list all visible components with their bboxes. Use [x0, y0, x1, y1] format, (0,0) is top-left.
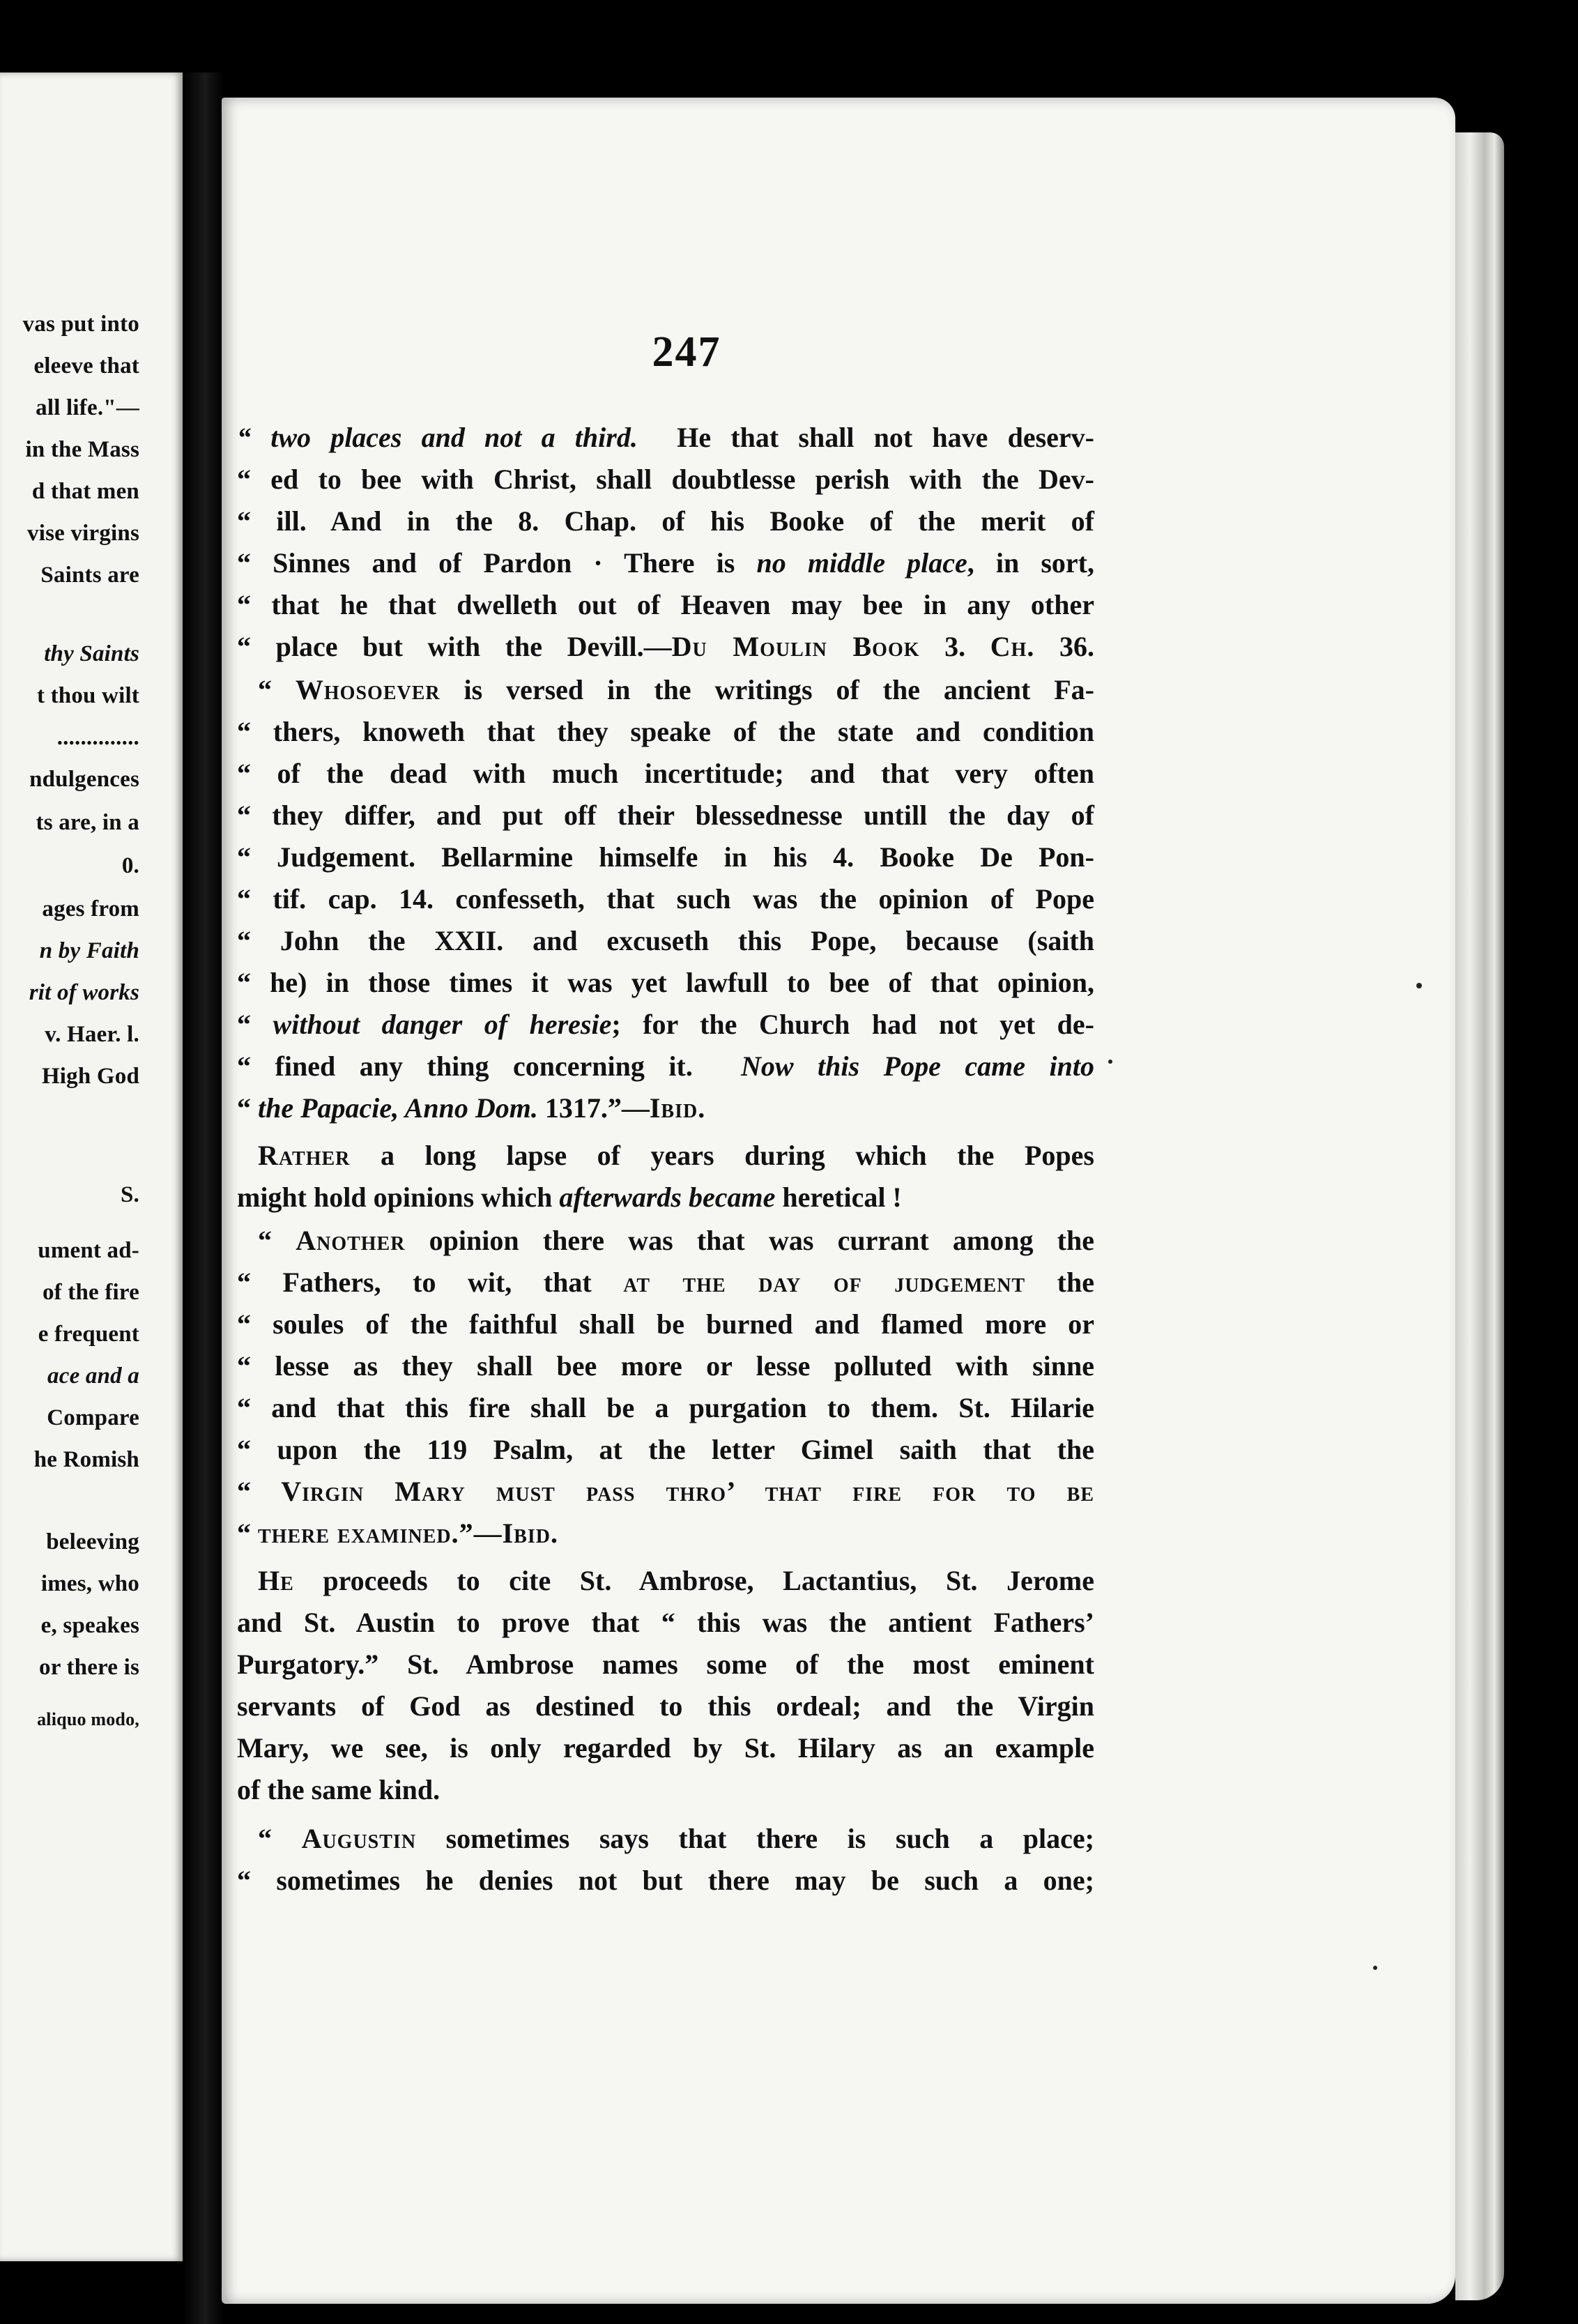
left-page-line: Compare — [47, 1405, 139, 1430]
text-line: “ soules of the faithful shall be burned and flamed more or — [237, 1308, 1094, 1340]
text-line: “ Augustin sometimes says that there is such a place; — [258, 1823, 1094, 1854]
left-page-line: e frequent — [38, 1322, 139, 1347]
text-line: “ there examined.”—Ibid. — [237, 1518, 558, 1549]
text-line: “ upon the 119 Psalm, at the letter Gimel saith that the — [237, 1434, 1094, 1465]
speck — [1108, 1060, 1112, 1064]
text-line: “ Whosoever is versed in the writings of the ancient Fa- — [258, 674, 1094, 705]
left-page-line: e, speakes — [40, 1613, 139, 1638]
text-line: Mary, we see, is only regarded by St. Hilary as an example — [237, 1732, 1094, 1764]
left-page-line: vise virgins — [27, 521, 139, 546]
left-page-line: S. — [120, 1182, 139, 1207]
left-page-line: vas put into — [22, 312, 139, 337]
text-line: “ Virgin Mary must pass thro’ that fire for to be — [237, 1476, 1095, 1507]
text-line: Rather a long lapse of years during which the Popes — [258, 1140, 1094, 1171]
left-page-line: High God — [41, 1064, 139, 1089]
left-page-line: d that men — [31, 479, 139, 504]
text-line: “ two places and not a third. He that shall not have deserv- — [237, 422, 1095, 453]
page-edge — [1455, 132, 1504, 2300]
text-line: “ he) in those times it was yet lawfull to bee of that opinion, — [237, 967, 1094, 998]
left-page-line: he Romish — [33, 1447, 139, 1472]
text-line: and St. Austin to prove that “ this was the antient Fathers’ — [237, 1607, 1094, 1638]
left-page-line: rit of works — [29, 980, 139, 1005]
text-line: “ Judgement. Bellarmine himselfe in his 4. Booke De Pon- — [237, 841, 1094, 873]
left-page-line: ace and a — [47, 1363, 139, 1389]
speck — [1416, 983, 1422, 988]
text-line: might hold opinions which afterwards became heretical ! — [237, 1182, 902, 1213]
left-page-line: in the Mass — [25, 437, 139, 462]
speck — [1373, 1966, 1377, 1970]
text-line: “ ill. And in the 8. Chap. of his Booke of the merit of — [237, 505, 1094, 537]
text-line: “ of the dead with much incertitude; and that very often — [237, 758, 1094, 789]
text-line: “ fined any thing concerning it. Now this Pope came into — [237, 1050, 1095, 1082]
text-line: “ that he that dwelleth out of Heaven may bee in any other — [237, 589, 1094, 620]
text-line: “ lesse as they shall bee more or lesse polluted with sinne — [237, 1350, 1094, 1382]
left-page — [0, 72, 183, 2261]
left-page-line: 0. — [121, 853, 139, 878]
left-page-line: eleeve that — [33, 353, 139, 379]
text-line: “ they differ, and put off their blessednesse untill the day of — [237, 800, 1094, 831]
left-page-line: imes, who — [40, 1571, 139, 1596]
left-page-line: all life."— — [36, 395, 139, 420]
text-line: of the same kind. — [237, 1774, 441, 1805]
text-line: servants of God as destined to this ordeal; and the Virgin — [237, 1690, 1094, 1722]
text-line: He proceeds to cite St. Ambrose, Lactantius, St. Jerome — [258, 1565, 1094, 1596]
text-line: “ sometimes he denies not but there may be such a one; — [237, 1865, 1094, 1896]
left-page-line: aliquo modo, — [37, 1709, 139, 1729]
text-line: “ without danger of heresie; for the Church had not yet de- — [237, 1009, 1095, 1040]
book-gutter — [183, 72, 223, 2324]
left-page-line: ument ad- — [38, 1238, 139, 1263]
text-line: “ thers, knoweth that they speake of the state and condition — [237, 716, 1094, 747]
left-page-line: t thou wilt — [36, 683, 139, 708]
text-line: “ and that this fire shall be a purgation to them. St. Hilarie — [237, 1392, 1094, 1423]
text-line: “ place but with the Devill.—Du Moulin Book 3. Ch. 36. — [237, 631, 1095, 662]
text-line: “ Sinnes and of Pardon · There is no middle place, in sort, — [237, 547, 1094, 579]
left-page-line: beleeving — [46, 1529, 139, 1554]
left-page-line: ndulgences — [29, 767, 139, 792]
left-page-line: of the fire — [42, 1280, 139, 1305]
left-page-line: ages from — [42, 896, 139, 922]
left-page-line: Saints are — [40, 563, 139, 588]
text-line: “ ed to bee with Christ, shall doubtlesse perish with the Dev- — [237, 464, 1094, 495]
text-line: “ the Papacie, Anno Dom. 1317.”—Ibid. — [237, 1092, 706, 1124]
left-page-line: .............. — [56, 725, 139, 750]
text-line: “ tif. cap. 14. confesseth, that such was the opinion of Pope — [237, 883, 1094, 915]
left-page-line: v. Haer. l. — [45, 1022, 139, 1047]
text-line: Purgatory.” St. Ambrose names some of the most eminent — [237, 1649, 1094, 1680]
left-page-line: thy Saints — [44, 641, 139, 666]
left-page-line: n by Faith — [39, 938, 139, 963]
page-number: 247 — [652, 328, 721, 376]
text-line: “ Fathers, to wit, that at the day of judgement the — [237, 1267, 1094, 1298]
left-page-line: ts are, in a — [36, 810, 139, 835]
text-line: “ Another opinion there was that was currant among the — [258, 1225, 1095, 1256]
text-line: “ John the XXII. and excuseth this Pope, because (saith — [237, 925, 1094, 956]
left-page-line: or there is — [39, 1655, 139, 1680]
